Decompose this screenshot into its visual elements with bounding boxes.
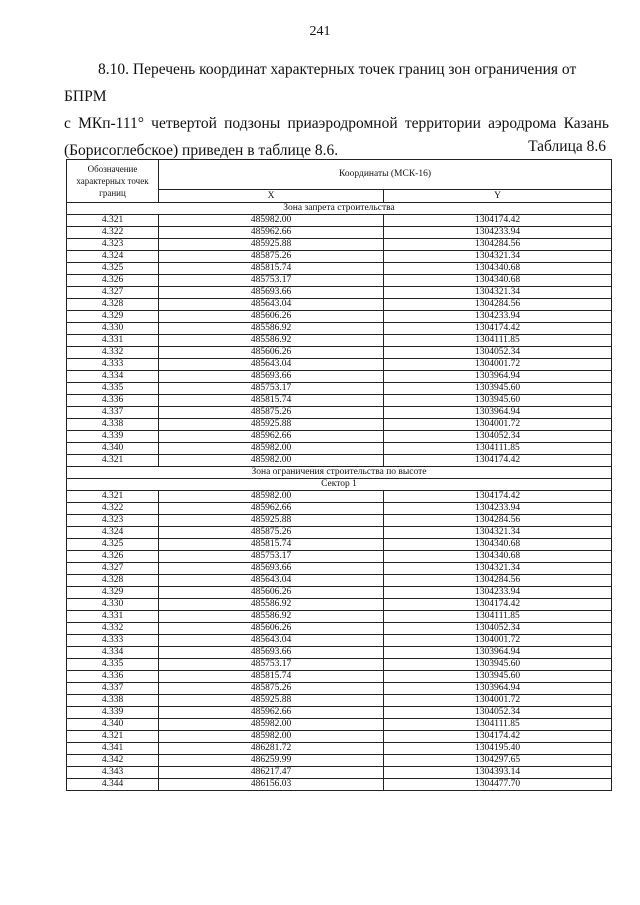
point-id-cell: 4.328 — [67, 299, 159, 311]
table-row — [67, 335, 612, 347]
section-title: Зона ограничения строительства по высоте — [67, 467, 612, 479]
y-coordinate-cell: 1304297.65 — [384, 755, 612, 767]
y-coordinate-cell: 1304284.56 — [384, 239, 612, 251]
table-row — [67, 431, 612, 443]
y-coordinate-cell: 1304174.42 — [384, 491, 612, 503]
x-header: X — [159, 189, 384, 202]
table-row — [67, 407, 612, 419]
table-row — [67, 563, 612, 575]
x-coordinate-cell: 485875.26 — [159, 527, 384, 539]
x-coordinate-cell: 485875.26 — [159, 407, 384, 419]
table-row — [67, 515, 612, 527]
x-coordinate-cell: 485925.88 — [159, 695, 384, 707]
table-row — [67, 683, 612, 695]
x-coordinate-cell: 485875.26 — [159, 683, 384, 695]
table-row — [67, 635, 612, 647]
point-id-cell: 4.330 — [67, 599, 159, 611]
point-id-cell: 4.323 — [67, 515, 159, 527]
x-coordinate-cell: 485982.00 — [159, 719, 384, 731]
x-coordinate-cell: 485982.00 — [159, 491, 384, 503]
heading-line-2: с МКп-111° четвертой подзоны приаэродромной территории аэродрома Казань — [64, 115, 609, 132]
y-coordinate-cell: 1304052.34 — [384, 347, 612, 359]
x-coordinate-cell: 485606.26 — [159, 311, 384, 323]
y-coordinate-cell: 1304233.94 — [384, 587, 612, 599]
x-coordinate-cell: 485693.66 — [159, 563, 384, 575]
point-label-header: Обозначение характерных точек границ — [67, 160, 159, 203]
table-row — [67, 671, 612, 683]
x-coordinate-cell: 485643.04 — [159, 635, 384, 647]
table-row — [67, 323, 612, 335]
point-id-cell: 4.322 — [67, 227, 159, 239]
x-coordinate-cell: 485586.92 — [159, 599, 384, 611]
point-id-cell: 4.327 — [67, 563, 159, 575]
x-coordinate-cell: 485586.92 — [159, 335, 384, 347]
table-row — [67, 239, 612, 251]
point-id-cell: 4.337 — [67, 407, 159, 419]
y-coordinate-cell: 1304174.42 — [384, 215, 612, 227]
x-coordinate-cell: 485815.74 — [159, 263, 384, 275]
y-coordinate-cell: 1304340.68 — [384, 539, 612, 551]
point-id-cell: 4.336 — [67, 395, 159, 407]
y-coordinate-cell: 1303964.94 — [384, 407, 612, 419]
y-coordinate-cell: 1304321.34 — [384, 563, 612, 575]
y-coordinate-cell: 1303945.60 — [384, 383, 612, 395]
y-coordinate-cell: 1304233.94 — [384, 311, 612, 323]
point-id-cell: 4.334 — [67, 647, 159, 659]
point-id-cell: 4.340 — [67, 443, 159, 455]
point-id-cell: 4.329 — [67, 311, 159, 323]
point-id-cell: 4.329 — [67, 587, 159, 599]
point-id-cell: 4.321 — [67, 455, 159, 467]
point-id-cell: 4.327 — [67, 287, 159, 299]
x-coordinate-cell: 485693.66 — [159, 287, 384, 299]
section-row — [67, 467, 612, 479]
table-row — [67, 623, 612, 635]
coordinates-table — [66, 159, 612, 791]
point-id-cell: 4.321 — [67, 491, 159, 503]
table-row — [67, 695, 612, 707]
table-row — [67, 503, 612, 515]
point-id-cell: 4.328 — [67, 575, 159, 587]
point-id-cell: 4.333 — [67, 635, 159, 647]
point-id-cell: 4.331 — [67, 335, 159, 347]
point-id-cell: 4.332 — [67, 347, 159, 359]
y-coordinate-cell: 1304001.72 — [384, 359, 612, 371]
point-id-cell: 4.332 — [67, 623, 159, 635]
point-id-cell: 4.336 — [67, 671, 159, 683]
y-coordinate-cell: 1304001.72 — [384, 419, 612, 431]
y-coordinate-cell: 1303945.60 — [384, 659, 612, 671]
table-row — [67, 227, 612, 239]
section-title: Зона запрета строительства — [67, 203, 612, 215]
x-coordinate-cell: 485815.74 — [159, 671, 384, 683]
table-row — [67, 575, 612, 587]
y-coordinate-cell: 1304195.40 — [384, 743, 612, 755]
table-row — [67, 755, 612, 767]
y-coordinate-cell: 1304174.42 — [384, 323, 612, 335]
y-coordinate-cell: 1304233.94 — [384, 503, 612, 515]
table-row — [67, 275, 612, 287]
x-coordinate-cell: 485753.17 — [159, 275, 384, 287]
point-id-cell: 4.323 — [67, 239, 159, 251]
x-coordinate-cell: 485586.92 — [159, 611, 384, 623]
point-id-cell: 4.322 — [67, 503, 159, 515]
table-body — [67, 203, 612, 791]
y-coordinate-cell: 1304111.85 — [384, 719, 612, 731]
point-id-cell: 4.331 — [67, 611, 159, 623]
page-number: 241 — [309, 24, 331, 39]
x-coordinate-cell: 485962.66 — [159, 707, 384, 719]
x-coordinate-cell: 485962.66 — [159, 227, 384, 239]
y-coordinate-cell: 1304052.34 — [384, 431, 612, 443]
table-row — [67, 779, 612, 791]
x-coordinate-cell: 485815.74 — [159, 395, 384, 407]
section-row — [67, 479, 612, 491]
table-caption: Таблица 8.6 — [528, 138, 606, 155]
x-coordinate-cell: 485643.04 — [159, 575, 384, 587]
x-coordinate-cell: 485693.66 — [159, 371, 384, 383]
y-coordinate-cell: 1304321.34 — [384, 287, 612, 299]
section-subtitle: Сектор 1 — [67, 479, 612, 491]
point-id-cell: 4.337 — [67, 683, 159, 695]
point-id-cell: 4.324 — [67, 527, 159, 539]
table-row — [67, 311, 612, 323]
table-row — [67, 527, 612, 539]
y-coordinate-cell: 1304174.42 — [384, 731, 612, 743]
table-row — [67, 587, 612, 599]
point-id-cell: 4.335 — [67, 659, 159, 671]
point-id-cell: 4.344 — [67, 779, 159, 791]
point-id-cell: 4.339 — [67, 431, 159, 443]
x-coordinate-cell: 485982.00 — [159, 215, 384, 227]
x-coordinate-cell: 485753.17 — [159, 551, 384, 563]
x-coordinate-cell: 485606.26 — [159, 587, 384, 599]
x-coordinate-cell: 485606.26 — [159, 623, 384, 635]
table-row — [67, 263, 612, 275]
y-coordinate-cell: 1304393.14 — [384, 767, 612, 779]
y-coordinate-cell: 1304052.34 — [384, 707, 612, 719]
point-id-cell: 4.341 — [67, 743, 159, 755]
point-id-cell: 4.340 — [67, 719, 159, 731]
section-row — [67, 203, 612, 215]
table-row — [67, 551, 612, 563]
coordinates-header: Координаты (МСК-16) — [159, 160, 612, 190]
x-coordinate-cell: 485925.88 — [159, 419, 384, 431]
x-coordinate-cell: 485875.26 — [159, 251, 384, 263]
point-id-cell: 4.343 — [67, 767, 159, 779]
table-row — [67, 719, 612, 731]
y-coordinate-cell: 1303964.94 — [384, 647, 612, 659]
point-id-cell: 4.338 — [67, 695, 159, 707]
x-coordinate-cell: 485753.17 — [159, 383, 384, 395]
y-coordinate-cell: 1304321.34 — [384, 251, 612, 263]
y-coordinate-cell: 1304001.72 — [384, 695, 612, 707]
table-row — [67, 743, 612, 755]
table-row — [67, 611, 612, 623]
point-id-cell: 4.325 — [67, 263, 159, 275]
table-row — [67, 215, 612, 227]
x-coordinate-cell: 485753.17 — [159, 659, 384, 671]
y-coordinate-cell: 1304340.68 — [384, 551, 612, 563]
x-coordinate-cell: 485962.66 — [159, 503, 384, 515]
table-row — [67, 731, 612, 743]
x-coordinate-cell: 485982.00 — [159, 443, 384, 455]
table-row — [67, 299, 612, 311]
x-coordinate-cell: 485925.88 — [159, 239, 384, 251]
y-coordinate-cell: 1304174.42 — [384, 455, 612, 467]
x-coordinate-cell: 485693.66 — [159, 647, 384, 659]
y-coordinate-cell: 1304111.85 — [384, 611, 612, 623]
x-coordinate-cell: 485982.00 — [159, 731, 384, 743]
x-coordinate-cell: 485962.66 — [159, 431, 384, 443]
y-coordinate-cell: 1304284.56 — [384, 299, 612, 311]
y-header: Y — [384, 189, 612, 202]
point-id-cell: 4.326 — [67, 275, 159, 287]
point-id-cell: 4.339 — [67, 707, 159, 719]
point-id-cell: 4.334 — [67, 371, 159, 383]
y-coordinate-cell: 1304174.42 — [384, 599, 612, 611]
heading-line-1: 8.10. Перечень координат характерных точек границ зон ограничения от БПРМ — [64, 61, 577, 105]
y-coordinate-cell: 1304321.34 — [384, 527, 612, 539]
table-row — [67, 491, 612, 503]
heading-line-3: (Борисоглебское) приведен в таблице 8.6. — [64, 142, 339, 159]
y-coordinate-cell: 1304340.68 — [384, 275, 612, 287]
y-coordinate-cell: 1303945.60 — [384, 671, 612, 683]
y-coordinate-cell: 1304284.56 — [384, 515, 612, 527]
x-coordinate-cell: 486281.72 — [159, 743, 384, 755]
y-coordinate-cell: 1303964.94 — [384, 371, 612, 383]
table-row — [67, 707, 612, 719]
point-id-cell: 4.326 — [67, 551, 159, 563]
point-id-cell: 4.324 — [67, 251, 159, 263]
point-id-cell: 4.335 — [67, 383, 159, 395]
table-row — [67, 659, 612, 671]
x-coordinate-cell: 485586.92 — [159, 323, 384, 335]
table-row — [67, 599, 612, 611]
x-coordinate-cell: 486259.99 — [159, 755, 384, 767]
table-row — [67, 419, 612, 431]
x-coordinate-cell: 485643.04 — [159, 299, 384, 311]
y-coordinate-cell: 1303964.94 — [384, 683, 612, 695]
x-coordinate-cell: 486217.47 — [159, 767, 384, 779]
x-coordinate-cell: 485925.88 — [159, 515, 384, 527]
table-row — [67, 647, 612, 659]
y-coordinate-cell: 1304001.72 — [384, 635, 612, 647]
x-coordinate-cell: 485643.04 — [159, 359, 384, 371]
table-row — [67, 347, 612, 359]
point-id-cell: 4.330 — [67, 323, 159, 335]
y-coordinate-cell: 1304340.68 — [384, 263, 612, 275]
y-coordinate-cell: 1304052.34 — [384, 623, 612, 635]
y-coordinate-cell: 1304233.94 — [384, 227, 612, 239]
y-coordinate-cell: 1304111.85 — [384, 443, 612, 455]
point-id-cell: 4.333 — [67, 359, 159, 371]
y-coordinate-cell: 1304111.85 — [384, 335, 612, 347]
y-coordinate-cell: 1303945.60 — [384, 395, 612, 407]
table-row — [67, 359, 612, 371]
table-row — [67, 251, 612, 263]
table-row — [67, 383, 612, 395]
point-id-cell: 4.325 — [67, 539, 159, 551]
point-id-cell: 4.321 — [67, 731, 159, 743]
table-row — [67, 443, 612, 455]
point-id-cell: 4.338 — [67, 419, 159, 431]
x-coordinate-cell: 485815.74 — [159, 539, 384, 551]
x-coordinate-cell: 486156.03 — [159, 779, 384, 791]
table-row — [67, 455, 612, 467]
x-coordinate-cell: 485982.00 — [159, 455, 384, 467]
y-coordinate-cell: 1304284.56 — [384, 575, 612, 587]
table-row — [67, 395, 612, 407]
table-row — [67, 371, 612, 383]
x-coordinate-cell: 485606.26 — [159, 347, 384, 359]
point-id-cell: 4.342 — [67, 755, 159, 767]
point-id-cell: 4.321 — [67, 215, 159, 227]
table-row — [67, 767, 612, 779]
table-row — [67, 539, 612, 551]
y-coordinate-cell: 1304477.70 — [384, 779, 612, 791]
table-row — [67, 287, 612, 299]
